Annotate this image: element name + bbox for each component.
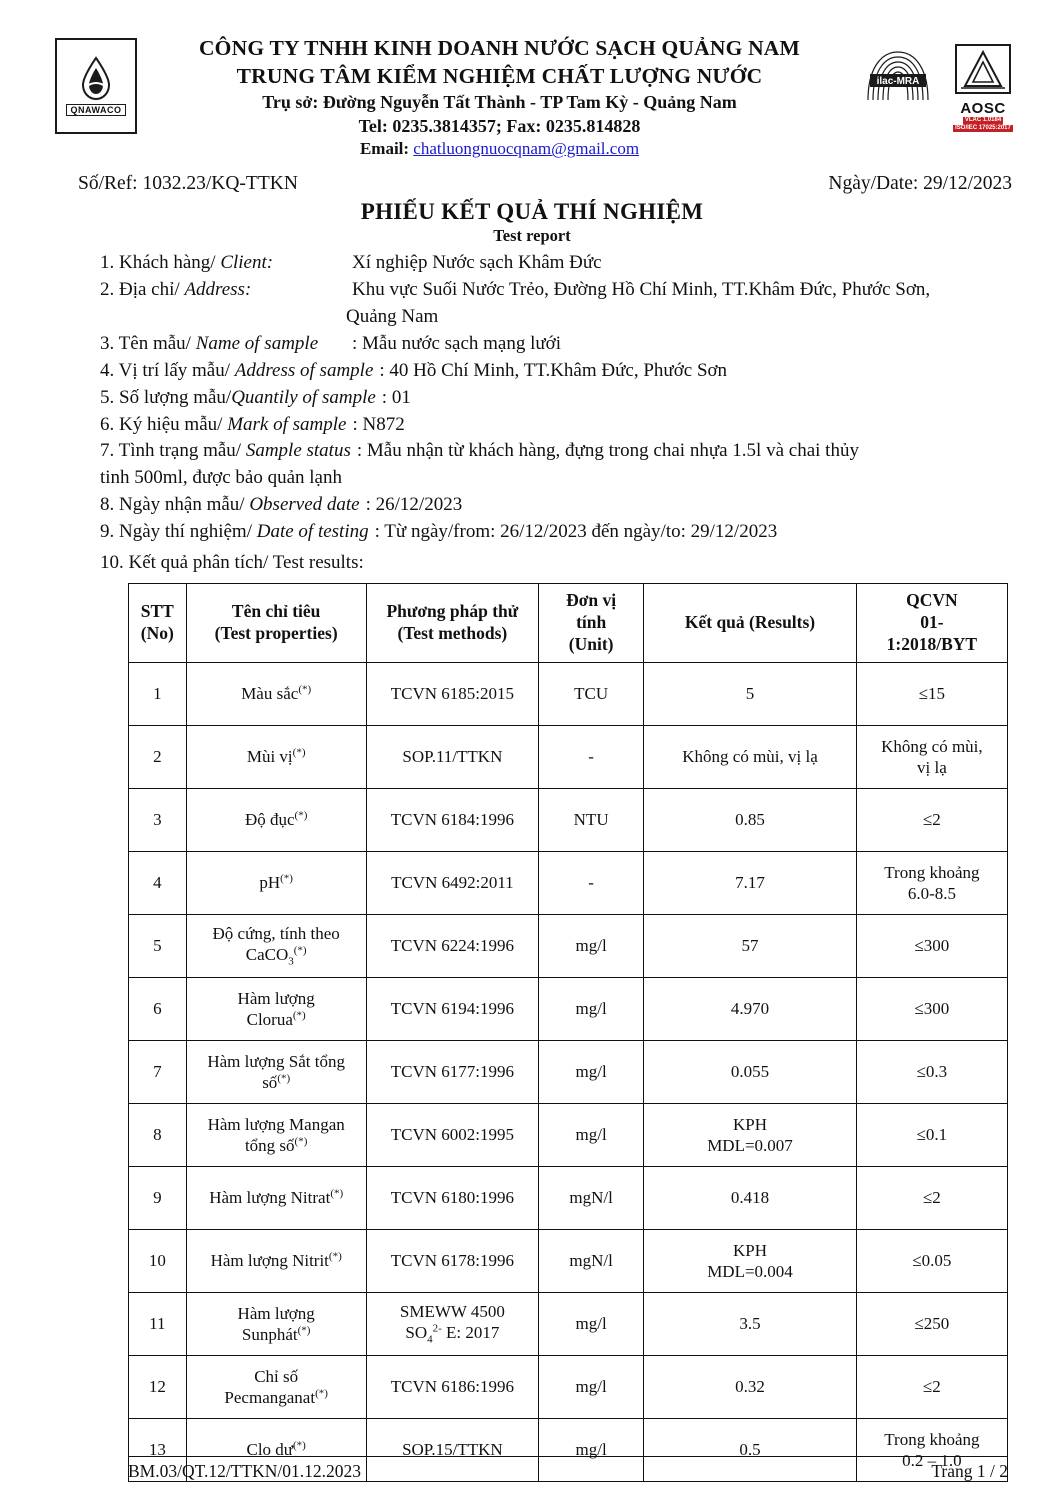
header-method-l1: Phương pháp thử xyxy=(386,601,519,622)
cell-unit: TCU xyxy=(539,662,644,725)
cell-result: 57 xyxy=(644,914,857,977)
address-label xyxy=(100,277,346,304)
cell-result: Không có mùi, vị lạ xyxy=(644,725,857,788)
aosc-mark-icon xyxy=(955,44,1011,94)
cell-result: 4.970 xyxy=(644,977,857,1040)
results-table-body xyxy=(129,662,1008,1481)
header-method-l2: (Test methods) xyxy=(397,623,508,644)
aosc-wordmark: AOSC xyxy=(960,100,1006,117)
cell-qcvn: ≤250 xyxy=(856,1292,1007,1355)
table-row xyxy=(129,1040,1008,1103)
asterisk-marker: (*) xyxy=(293,1439,306,1452)
cell-qcvn: ≤0.3 xyxy=(856,1040,1007,1103)
company-logo xyxy=(55,38,137,134)
sample-address-value: : 40 Hồ Chí Minh, TT.Khâm Đức, Phước Sơn xyxy=(379,359,728,381)
accreditation-marks xyxy=(862,30,1024,132)
mark-value: : N872 xyxy=(352,413,405,435)
cell-name: Độ cứng, tính theo CaCO$_3$(*) xyxy=(186,914,366,977)
header-text-block xyxy=(137,30,862,161)
info-row-mark xyxy=(100,412,1024,439)
asterisk-marker: (*) xyxy=(298,683,312,696)
cell-unit: mg/l xyxy=(539,1292,644,1355)
info-row-quantity xyxy=(100,385,1024,412)
cell-method: SMEWW 4500 $SO_4^{2-}$ E: 2017 xyxy=(366,1292,538,1355)
cell-unit: mg/l xyxy=(539,1355,644,1418)
cell-name: Chỉ số Pecmanganat(*) xyxy=(186,1355,366,1418)
quantity-label-vi: 5. Số lượng mẫu/ xyxy=(100,386,232,408)
sample-name-label-vi: 3. Tên mẫu/ xyxy=(100,332,196,354)
info-row-status xyxy=(100,438,1024,465)
company-name: CÔNG TY TNHH KINH DOANH NƯỚC SẠCH QUẢNG NAM xyxy=(198,36,801,60)
aosc-logo xyxy=(942,44,1024,132)
cell-qcvn: Không có mùi, vị lạ xyxy=(856,725,1007,788)
footer-divider xyxy=(128,1456,1008,1457)
email-label: Email: xyxy=(359,139,410,159)
cell-name: Mùi vị(*) xyxy=(186,725,366,788)
table-row xyxy=(129,1292,1008,1355)
header-unit-l1: Đơn vị xyxy=(566,590,617,611)
page-subtitle: Test report xyxy=(493,225,571,245)
client-label xyxy=(100,250,346,277)
status-label-en: Sample status xyxy=(245,440,351,462)
cell-result: KPH MDL=0.004 xyxy=(644,1229,857,1292)
cell-no: 4 xyxy=(129,851,187,914)
cell-name: Hàm lượng Mangan tổng số(*) xyxy=(186,1103,366,1166)
cell-no: 5 xyxy=(129,914,187,977)
header-stt-l1: STT xyxy=(140,601,174,622)
cell-result: 3.5 xyxy=(644,1292,857,1355)
quantity-label-en: Quantily of sample xyxy=(231,386,376,408)
logo-wordmark: QNAWACO xyxy=(66,104,125,116)
mark-label-vi: 6. Ký hiệu mẫu/ xyxy=(100,413,228,435)
report-date: Ngày/Date: 29/12/2023 xyxy=(828,172,1012,194)
table-row xyxy=(129,725,1008,788)
asterisk-marker: (*) xyxy=(297,1324,311,1337)
office-address: Trụ sở: Đường Nguyễn Tất Thành - TP Tam Kỳ - Quảng Nam xyxy=(262,91,737,112)
cell-name: Hàm lượng Clorua(*) xyxy=(186,977,366,1040)
cell-name: Hàm lượng Nitrat(*) xyxy=(186,1166,366,1229)
cell-name: Màu sắc(*) xyxy=(186,662,366,725)
document-header xyxy=(0,0,1064,161)
cell-unit: mg/l xyxy=(539,977,644,1040)
asterisk-marker: (*) xyxy=(294,809,308,822)
observed-value: : 26/12/2023 xyxy=(365,494,463,516)
cell-name: Clo dư(*) xyxy=(186,1418,366,1481)
ilac-mra-icon xyxy=(862,44,934,106)
status-value-line2: tinh 500ml, được bảo quản lạnh xyxy=(100,467,342,489)
email-row xyxy=(137,138,862,160)
cell-result: 0.418 xyxy=(644,1166,857,1229)
cell-no: 2 xyxy=(129,725,187,788)
cell-no: 13 xyxy=(129,1418,187,1481)
cell-method: TCVN 6178:1996 xyxy=(366,1229,538,1292)
header-name-l1: Tên chỉ tiêu xyxy=(231,601,321,622)
cell-qcvn: ≤300 xyxy=(856,914,1007,977)
cell-qcvn: ≤15 xyxy=(856,662,1007,725)
info-row-observed xyxy=(100,492,1024,519)
table-row xyxy=(129,914,1008,977)
header-stt-l2: (No) xyxy=(140,623,174,644)
cell-method: TCVN 6002:1995 xyxy=(366,1103,538,1166)
cell-unit: - xyxy=(539,851,644,914)
cell-no: 6 xyxy=(129,977,187,1040)
address-label-vi: 2. Địa chỉ/ xyxy=(100,278,185,300)
table-row xyxy=(129,1355,1008,1418)
cell-name: Độ đục(*) xyxy=(186,788,366,851)
asterisk-marker: (*) xyxy=(292,746,306,759)
header-result: Kết quả (Results) xyxy=(644,584,857,663)
quantity-value: : 01 xyxy=(381,386,411,408)
page-title: PHIẾU KẾT QUẢ THÍ NGHIỆM xyxy=(360,198,704,224)
cell-qcvn: ≤0.05 xyxy=(856,1229,1007,1292)
sample-address-label xyxy=(100,358,373,385)
sample-address-label-vi: 4. Vị trí lấy mẫu/ xyxy=(100,359,235,381)
sample-name-label xyxy=(100,331,346,358)
cell-unit: mgN/l xyxy=(539,1166,644,1229)
cell-no: 8 xyxy=(129,1103,187,1166)
cell-name: Hàm lượng Sắt tổng số(*) xyxy=(186,1040,366,1103)
report-number: Số/Ref: 1032.23/KQ-TTKN xyxy=(78,172,298,194)
cell-result: 7.17 xyxy=(644,851,857,914)
cell-method: TCVN 6194:1996 xyxy=(366,977,538,1040)
info-row-sample-name xyxy=(100,331,1024,358)
cell-unit: mg/l xyxy=(539,1103,644,1166)
table-header-row xyxy=(129,584,1008,663)
table-row xyxy=(129,977,1008,1040)
document-footer xyxy=(0,1456,1064,1482)
results-table xyxy=(128,583,1008,1482)
mark-label xyxy=(100,412,346,439)
cell-result: KPH MDL=0.007 xyxy=(644,1103,857,1166)
address-value-line2: Quảng Nam xyxy=(346,305,439,327)
info-row-address xyxy=(100,277,1024,304)
cell-method: TCVN 6180:1996 xyxy=(366,1166,538,1229)
asterisk-marker: (*) xyxy=(294,1135,308,1148)
address-label-en: Address: xyxy=(184,278,252,300)
asterisk-marker: (*) xyxy=(277,1072,291,1085)
cell-no: 12 xyxy=(129,1355,187,1418)
asterisk-marker: (*) xyxy=(280,872,293,885)
client-value: Xí nghiệp Nước sạch Khâm Đức xyxy=(352,251,602,273)
cell-method: TCVN 6184:1996 xyxy=(366,788,538,851)
quantity-label xyxy=(100,385,376,412)
cell-qcvn: ≤0.1 xyxy=(856,1103,1007,1166)
cell-no: 10 xyxy=(129,1229,187,1292)
client-label-vi: 1. Khách hàng/ xyxy=(100,251,221,273)
cell-method: TCVN 6185:2015 xyxy=(366,662,538,725)
cell-qcvn: ≤2 xyxy=(856,788,1007,851)
header-unit-l3: (Unit) xyxy=(568,634,614,655)
cell-method: TCVN 6177:1996 xyxy=(366,1040,538,1103)
header-qcvn-l2: 01- xyxy=(920,612,944,633)
vlac-code: VLAC 1.0184 xyxy=(964,117,1002,123)
cell-method: SOP.11/TTKN xyxy=(366,725,538,788)
cell-method: TCVN 6186:1996 xyxy=(366,1355,538,1418)
cell-result: 5 xyxy=(644,662,857,725)
table-row xyxy=(129,788,1008,851)
cell-result: 0.85 xyxy=(644,788,857,851)
cell-unit: mgN/l xyxy=(539,1229,644,1292)
observed-label-en: Observed date xyxy=(249,494,360,516)
sample-name-value: : Mẫu nước sạch mạng lưới xyxy=(352,332,562,354)
status-label-vi: 7. Tình trạng mẫu/ xyxy=(100,440,246,462)
cell-name: pH(*) xyxy=(186,851,366,914)
header-unit xyxy=(539,584,644,663)
cell-no: 7 xyxy=(129,1040,187,1103)
water-drop-icon xyxy=(77,56,115,102)
observed-label xyxy=(100,492,360,519)
client-label-en: Client: xyxy=(220,251,274,273)
iso-code: ISO/IEC 17025:2017 xyxy=(955,124,1011,131)
cell-method: SOP.15/TTKN xyxy=(366,1418,538,1481)
asterisk-marker: (*) xyxy=(292,1009,306,1022)
results-heading xyxy=(100,546,1024,577)
cell-unit: mg/l xyxy=(539,914,644,977)
header-name xyxy=(186,584,366,663)
results-heading-vi: 10. Kết quả phân tích/ xyxy=(100,552,273,574)
info-row-testing xyxy=(100,519,1024,546)
table-row xyxy=(129,1229,1008,1292)
asterisk-marker: (*) xyxy=(315,1387,328,1400)
header-method xyxy=(366,584,538,663)
testing-label-vi: 9. Ngày thí nghiệm/ xyxy=(100,521,257,543)
form-code: BM.03/QT.12/TTKN/01.12.2023 xyxy=(128,1461,362,1481)
cell-name: Hàm lượng Sunphát(*) xyxy=(186,1292,366,1355)
cell-method: TCVN 6224:1996 xyxy=(366,914,538,977)
reference-row xyxy=(0,161,1064,195)
testing-label-en: Date of testing xyxy=(256,521,369,543)
asterisk-marker: (*) xyxy=(330,1187,344,1200)
info-row-sample-address xyxy=(100,358,1024,385)
cell-qcvn: ≤300 xyxy=(856,977,1007,1040)
sample-address-label-en: Address of sample xyxy=(234,359,374,381)
page-number: Trang 1 / 2 xyxy=(931,1461,1008,1481)
cell-unit: mg/l xyxy=(539,1040,644,1103)
cell-result: 0.055 xyxy=(644,1040,857,1103)
mark-label-en: Mark of sample xyxy=(227,413,347,435)
asterisk-marker: (*) xyxy=(328,1250,342,1263)
observed-label-vi: 8. Ngày nhận mẫu/ xyxy=(100,494,250,516)
cell-unit: NTU xyxy=(539,788,644,851)
header-qcvn-l3: 1:2018/BYT xyxy=(886,634,978,655)
header-name-l2: (Test properties) xyxy=(214,623,338,644)
sample-info-block xyxy=(0,246,1064,578)
status-value: : Mẫu nhận từ khách hàng, đựng trong chai nhựa 1.5l và chai thủy xyxy=(356,440,859,462)
cell-qcvn: Trong khoảng 6.0-8.5 xyxy=(856,851,1007,914)
status-label xyxy=(100,438,351,465)
cell-no: 9 xyxy=(129,1166,187,1229)
cell-result: 0.5 xyxy=(644,1418,857,1481)
header-unit-l2: tính xyxy=(576,612,607,633)
table-row xyxy=(129,1166,1008,1229)
results-heading-en: Test results: xyxy=(272,552,364,574)
sample-name-label-en: Name of sample xyxy=(195,332,319,354)
testing-label xyxy=(100,519,369,546)
header-qcvn xyxy=(856,584,1007,663)
results-table-wrapper xyxy=(0,577,1064,1482)
cell-no: 3 xyxy=(129,788,187,851)
cell-name: Hàm lượng Nitrit(*) xyxy=(186,1229,366,1292)
cell-qcvn: ≤2 xyxy=(856,1166,1007,1229)
header-stt xyxy=(129,584,187,663)
aosc-accreditation-line1 xyxy=(942,117,1024,125)
cell-result: 0.32 xyxy=(644,1355,857,1418)
aosc-accreditation-line2 xyxy=(942,125,1024,133)
svg-text:ilac-MRA: ilac-MRA xyxy=(876,76,920,87)
header-qcvn-l1: QCVN xyxy=(906,590,958,611)
center-name: TRUNG TÂM KIỂM NGHIỆM CHẤT LƯỢNG NƯỚC xyxy=(236,64,763,89)
cell-no: 1 xyxy=(129,662,187,725)
table-row xyxy=(129,1103,1008,1166)
email-address[interactable]: chatluongnuocqnam@gmail.com xyxy=(413,139,640,159)
cell-method: TCVN 6492:2011 xyxy=(366,851,538,914)
asterisk-marker: (*) xyxy=(293,944,307,957)
cell-unit: - xyxy=(539,725,644,788)
address-value: Khu vực Suối Nước Trẻo, Đường Hồ Chí Minh, TT.Khâm Đức, Phước Sơn, xyxy=(352,278,931,300)
cell-no: 11 xyxy=(129,1292,187,1355)
table-row xyxy=(129,662,1008,725)
cell-unit: mg/l xyxy=(539,1418,644,1481)
testing-value: : Từ ngày/from: 26/12/2023 đến ngày/to: 29/12/2023 xyxy=(374,521,778,543)
cell-qcvn: Trong khoảng 0.2 – 1.0 xyxy=(856,1418,1007,1481)
table-row xyxy=(129,851,1008,914)
cell-qcvn: ≤2 xyxy=(856,1355,1007,1418)
info-row-client xyxy=(100,250,1024,277)
phone-fax: Tel: 0235.3814357; Fax: 0235.814828 xyxy=(358,115,641,136)
